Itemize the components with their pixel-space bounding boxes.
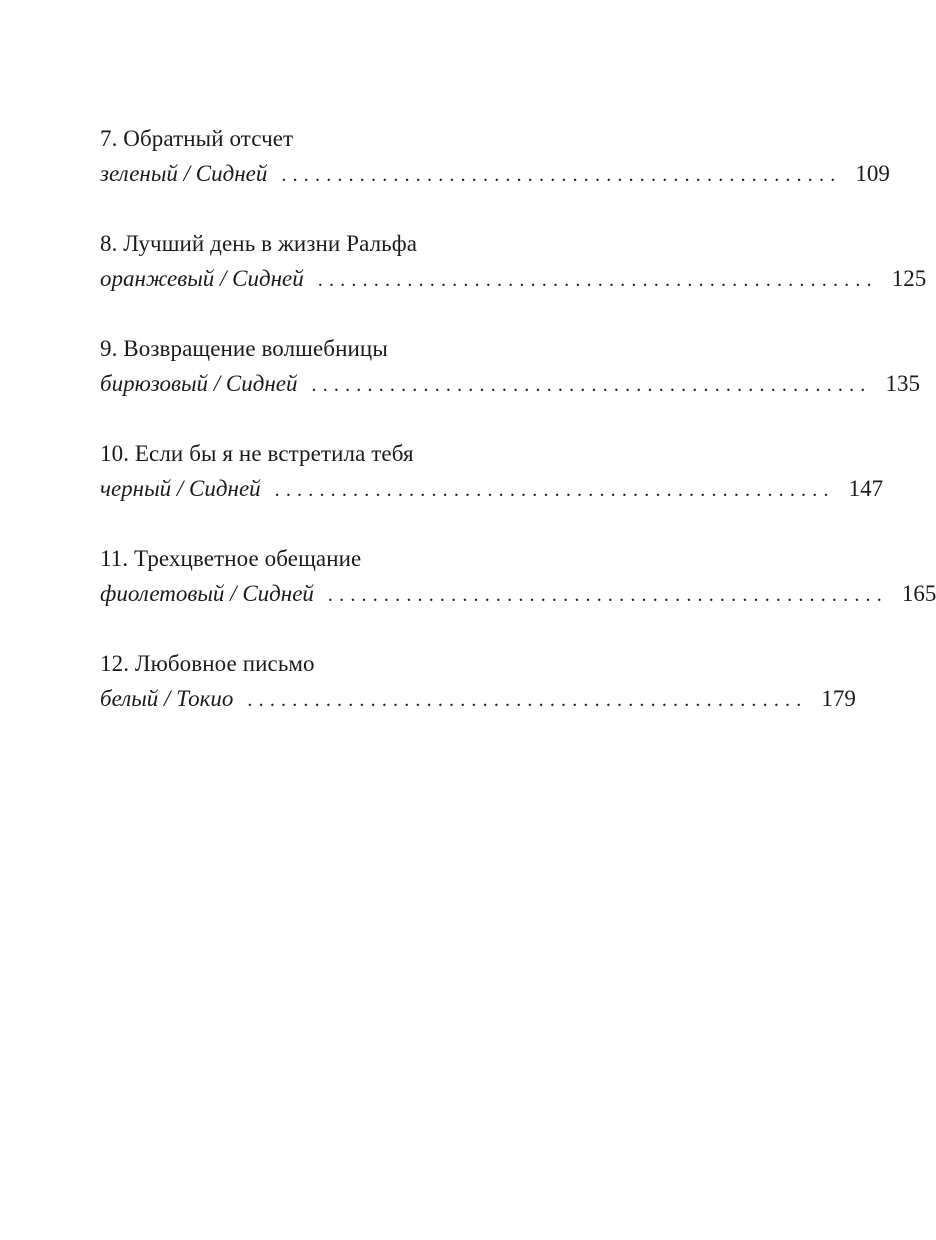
chapter-subline <box>100 681 856 716</box>
chapter-title: 11. Трехцветное обещание <box>100 546 362 571</box>
chapter-subtitle: черный / Сидней <box>100 476 261 501</box>
chapter-title: 7. Обратный отсчет <box>100 126 294 151</box>
table-of-contents <box>100 122 936 752</box>
toc-entry <box>100 332 920 401</box>
dot-leader: .................................................. <box>327 584 888 606</box>
chapter-subtitle: бирюзовый / Сидней <box>100 371 298 396</box>
dot-leader: .................................................. <box>317 269 878 291</box>
chapter-title: 12. Любовное письмо <box>100 651 315 676</box>
chapter-subtitle: фиолетовый / Сидней <box>100 581 314 606</box>
page-number: 165 <box>901 581 936 606</box>
toc-entry <box>100 647 856 716</box>
toc-entry <box>100 122 890 191</box>
dot-leader: .................................................. <box>274 479 835 501</box>
page-number: 125 <box>891 266 927 291</box>
chapter-subtitle: белый / Токио <box>100 686 234 711</box>
dot-leader: .................................................. <box>247 689 808 711</box>
toc-entry <box>100 437 884 506</box>
chapter-subline <box>100 471 884 506</box>
chapter-subline <box>100 366 920 401</box>
page-number: 147 <box>848 476 884 501</box>
chapter-subline <box>100 261 927 296</box>
chapter-title: 9. Возвращение волшебницы <box>100 336 388 361</box>
chapter-subline <box>100 576 936 611</box>
toc-entry <box>100 227 927 296</box>
page-number: 109 <box>855 161 890 186</box>
dot-leader: .................................................. <box>281 164 842 186</box>
chapter-subline <box>100 156 890 191</box>
chapter-title: 8. Лучший день в жизни Ральфа <box>100 231 418 256</box>
toc-entry <box>100 542 936 611</box>
page-number: 135 <box>885 371 920 396</box>
chapter-subtitle: оранжевый / Сидней <box>100 266 304 291</box>
page-number: 179 <box>821 686 856 711</box>
chapter-title: 10. Если бы я не встретила тебя <box>100 441 414 466</box>
dot-leader: .................................................. <box>311 374 872 396</box>
chapter-subtitle: зеленый / Сидней <box>100 161 268 186</box>
